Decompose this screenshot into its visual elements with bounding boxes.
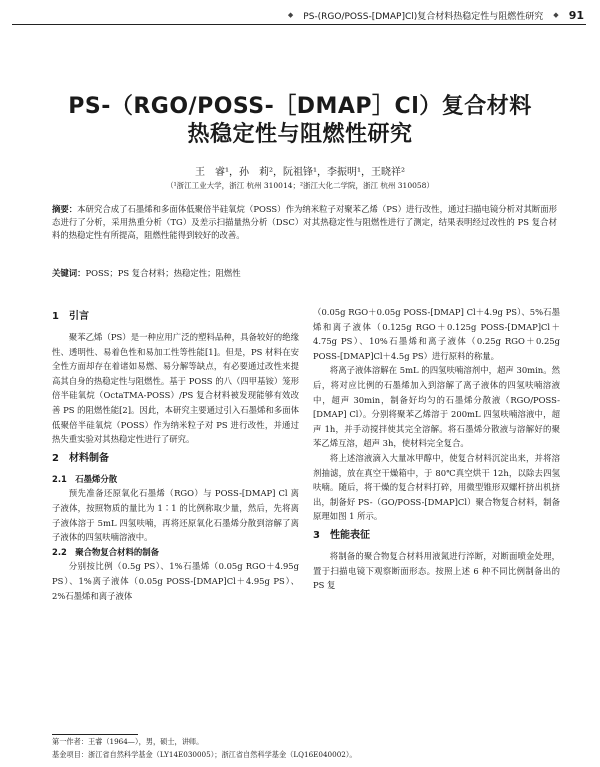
footnote-author: 第一作者：王睿（1964—），男，硕士，讲师。	[52, 737, 204, 746]
page-number: 91	[568, 8, 584, 22]
header-rule	[12, 24, 586, 25]
paper-title-line1: PS-（RGO/POSS-［DMAP］Cl）复合材料	[68, 94, 532, 119]
header-mark-icon: ◆	[553, 11, 559, 19]
footnote-rule	[52, 734, 138, 735]
section-heading: 3 性能表征	[313, 529, 370, 541]
footnote-funding: 基金项目：浙江省自然科学基金（LY14E030005）；浙江省自然科学基金（LQ16E040002）。	[52, 750, 357, 759]
author-list: 王 睿¹，孙 莉²，阮祖锋¹，李振明¹，王晓祥²	[194, 167, 406, 178]
subsection-heading: 2.1 石墨烯分散	[52, 473, 118, 484]
affiliations: （¹浙江工业大学，浙江 杭州 310014；²浙江大化二学院，浙江 杭州 310058）	[166, 181, 434, 190]
running-header	[12, 6, 584, 24]
paper-title-line2: 热稳定性与阻燃性研究	[187, 122, 413, 147]
left-column	[52, 305, 299, 603]
paragraph: 将离子液体溶解在 5mL 的四氢呋喃溶剂中，超声 30min。然后，将对应比例的石墨烯加入到溶解了离子液体的四氢呋喃溶液中，超声 30min，制备好均匀的石墨烯分散液（RGO/POSS-[DMAP] Cl）。分别将聚苯乙烯溶于 200mL 四氢呋喃溶液中，超声 1h，并手动搅拌使其完全溶解。将石墨烯分散液与溶解好的聚苯乙烯互溶，超声 3h，使材料完全复合。	[313, 365, 560, 449]
paragraph: 聚苯乙烯（PS）是一种应用广泛的塑料品种，具备较好的绝缘性、透明性、易着色性和易加工性等性能[1]。但是，PS 材料在安全性方面却存在着诸如易燃、易分解等缺点，有必要通过改性来提高其自身的热稳定性与阻燃性。基于 POSS 的八（四甲基铵）笼形倍半硅氧烷（OctaTMA-POSS）/PS 复合材料被发现能够有效改善 PS 的阻燃性能[2]。因此，本研究主要通过引入石墨烯和多面体低聚倍半硅氧烷（POSS）作为纳米粒子对 PS 进行改性，并通过热失重实验对其热稳定性进行了研究。	[52, 332, 299, 445]
section-heading: 2 材料制备	[52, 452, 109, 464]
header-mark-icon: ◆	[287, 11, 294, 19]
subsection-heading: 2.2 聚合物复合材料的制备	[52, 546, 159, 557]
paragraph: （0.05g RGO＋0.05g POSS-[DMAP] Cl＋4.9g PS）、5%石墨烯和离子液体（0.125g RGO＋0.125g POSS-[DMAP]Cl＋4.75g PS）、10%石墨烯和离子液体（0.25g RGO＋0.25g POSS-[DMAP]Cl＋4.5g PS）进行原料的称量。	[313, 307, 560, 361]
paragraph: 将上述溶液滴入大量冰甲醇中，使复合材料沉淀出来，并将溶剂抽滤，放在真空干燥箱中，于 80℃真空烘干 12h，以除去四氢呋喃。随后，将干燥的复合材料打碎，用微型锥形双螺杆挤出机挤出，制备好 PS-（GO/POSS-[DMAP]Cl）聚合物复合材料，制备原理如图 1 所示。	[313, 452, 560, 522]
keywords-label: 关键词：	[52, 268, 86, 278]
abstract-text: 本研究合成了石墨烯和多面体低聚倍半硅氧烷（POSS）作为纳米粒子对聚苯乙烯（PS）进行改性，通过扫描电镜分析对其断面形态进行了分析，采用热重分析（TG）及差示扫描量热分析（DSC）对其热稳定性与阻燃性进行了测定，结果表明经过改性的 PS 复合材料的热稳定性有所提高，阻燃性能得到较好的改善。	[52, 204, 557, 240]
paragraph: 将制备的聚合物复合材料用液氮进行淬断，对断面喷金处理，置于扫描电镜下观察断面形态。按照上述 6 种不同比例制备出的 PS 复	[313, 550, 560, 591]
keywords-text: POSS；PS 复合材料；热稳定性；阻燃性	[85, 268, 241, 278]
abstract-label: 摘要：	[52, 204, 78, 214]
paragraph: 分别按比例（0.5g PS）、1%石墨烯（0.05g RGO＋4.95g PS）、1%离子液体（0.05g POSS-[DMAP]Cl＋4.95g PS）、2%石墨烯和离子液体	[52, 561, 299, 601]
section-heading: 1 引言	[52, 311, 89, 322]
running-title: PS-(RGO/POSS-[DMAP]Cl)复合材料热稳定性与阻燃性研究	[303, 11, 544, 22]
paragraph: 预先准备还原氧化石墨烯（RGO）与 POSS-[DMAP] Cl 离子液体，按照物质的量比为 1∶1 的比例称取少量，然后，先将离子液体溶于 5mL 四氢呋喃，再将还原氧化石墨烯分散到溶解了离子液体的四氢呋喃溶液中。	[52, 488, 299, 543]
abstract	[52, 203, 557, 242]
right-column	[313, 305, 560, 593]
keywords	[52, 267, 557, 280]
